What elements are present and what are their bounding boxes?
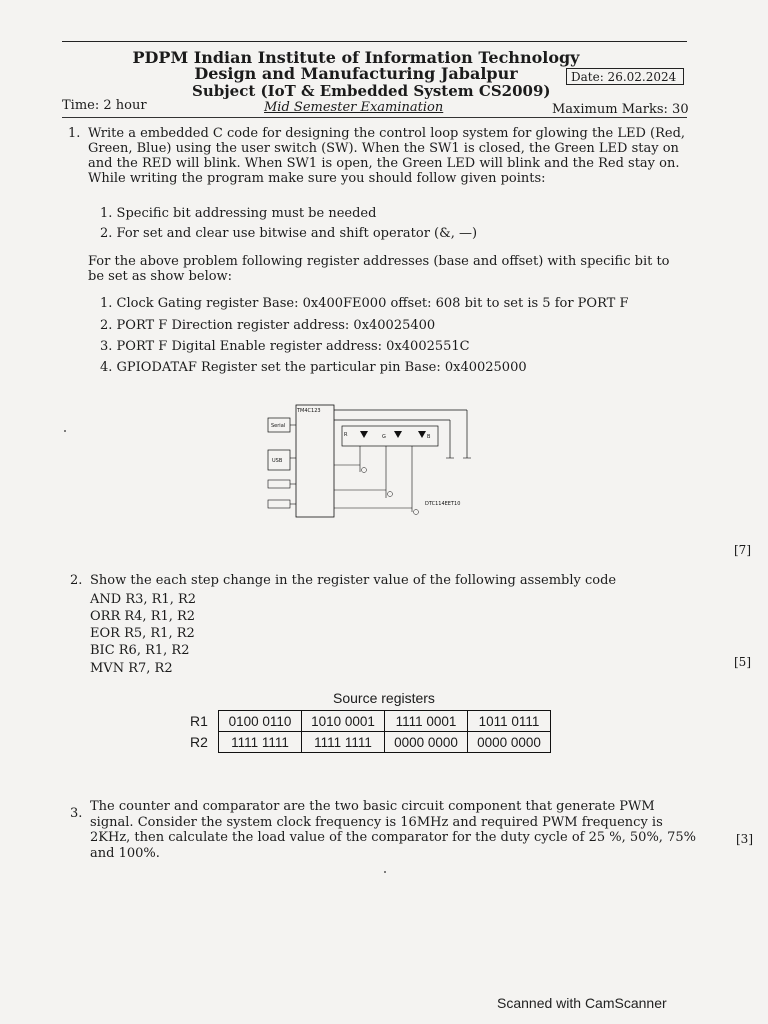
institute-name: PDPM Indian Institute of Information Technology [132,48,580,67]
q1-register-item: 1. Clock Gating register Base: 0x400FE000 offset: 608 bit to set is 5 for PORT F [100,296,629,311]
subject-line: Subject (IoT & Embedded System CS2009) [192,82,551,100]
transistor-label: DTC114EET10 [425,501,461,507]
register-name: R1 [190,713,208,729]
register-cell: 0100 0110 [219,711,302,732]
register-cell: 1111 1111 [219,732,302,753]
q3-text: The counter and comparator are the two basic circuit component that generate PWM signal. Consider the system clock frequency is 16MHz and required PWM frequency is 2KHz, then calculate the load value of the comparator for the duty cycle of 25 %, 50%, 75% and 100%. [90,799,696,861]
asm-line: MVN R7, R2 [90,661,173,676]
q1-text: Write a embedded C code for designing the control loop system for glowing the LED (Red, Green, Blue) using the user switch (SW). When the SW1 is closed, the Green LED stay on and the RED will blink. When SW1 is open, the Green LED will blink and the Red stay on. While writing the program make sure you should follow given points: [88,126,686,186]
asm-line: AND R3, R1, R2 [90,592,197,607]
q3-marks: [3] [736,832,753,846]
scanner-watermark: Scanned with CamScanner [497,995,667,1011]
q1-point: 1. Specific bit addressing must be needed [100,206,377,221]
scan-speck [384,871,386,873]
institute-location: Design and Manufacturing Jabalpur [194,64,518,83]
svg-text:G: G [382,434,386,440]
register-cell: 1011 0111 [468,711,551,732]
svg-text:R: R [344,432,348,438]
asm-line: ORR R4, R1, R2 [90,609,196,624]
q2-number: 2. [70,573,83,588]
register-cell: 1111 0001 [385,711,468,732]
mcu-block [296,405,334,517]
register-cell: 1111 1111 [302,732,385,753]
q2-marks: [5] [734,655,751,669]
svg-text:B: B [427,434,431,440]
q1-marks: [7] [734,543,751,557]
mcu-label: TM4C123 [297,408,321,414]
q1-point: 2. For set and clear use bitwise and shift operator (&, —) [100,226,478,241]
register-table-title: Source registers [333,690,435,706]
q2-text: Show the each step change in the register value of the following assembly code [90,573,617,588]
top-rule [62,41,687,42]
q1-register-intro: For the above problem following register addresses (base and offset) with specific bit to be set as show below: [88,254,670,284]
q1-register-item: 2. PORT F Direction register address: 0x40025400 [100,318,436,333]
max-marks: Maximum Marks: 30 [552,102,689,117]
date-box: Date: 26.02.2024 [566,68,684,85]
table-row [190,732,551,753]
led-circuit-diagram [262,400,482,522]
asm-line: BIC R6, R1, R2 [90,643,190,658]
q1-number: 1. [68,126,81,141]
exam-title: Mid Semester Examination [264,100,444,115]
asm-line: EOR R5, R1, R2 [90,626,195,641]
table-row [190,711,551,732]
header-rule [62,117,687,118]
serial-label: Serial [271,423,286,429]
q3-number: 3. [70,806,83,821]
q1-register-item: 3. PORT F Digital Enable register address: 0x4002551C [100,339,470,354]
register-name: R2 [190,734,208,750]
scan-speck [64,430,66,432]
rgb-led-block [342,426,438,446]
time-label: Time: 2 hour [62,98,147,113]
register-cell: 1010 0001 [302,711,385,732]
q1-register-item: 4. GPIODATAF Register set the particular pin Base: 0x40025000 [100,360,527,375]
register-cell: 0000 0000 [468,732,551,753]
usb-label: USB [272,458,283,464]
register-cell: 0000 0000 [385,732,468,753]
source-register-table [190,710,551,753]
